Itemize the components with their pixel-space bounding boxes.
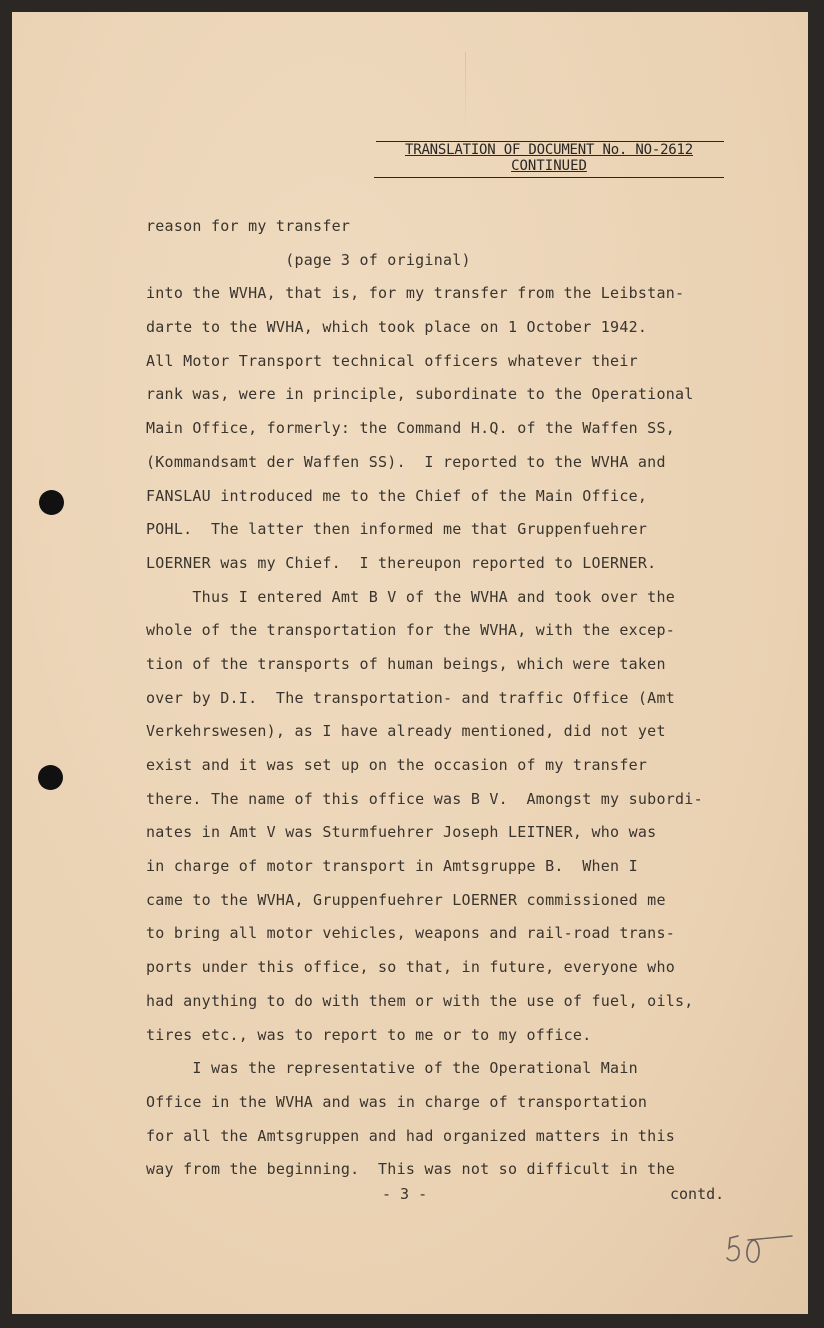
continued-marker: contd. <box>670 1185 725 1203</box>
body-line: darte to the WVHA, which took place on 1 October 1942. <box>146 318 648 337</box>
header-title: TRANSLATION OF DOCUMENT No. NO-2612 <box>404 142 693 158</box>
page-number: - 3 - <box>382 1185 428 1203</box>
handwritten-page-number <box>724 1230 794 1274</box>
punch-hole-top <box>39 490 64 515</box>
body-line: (Kommandsamt der Waffen SS). I reported to the WVHA and <box>146 452 666 471</box>
body-line: FANSLAU introduced me to the Chief of the Main Office, <box>146 486 648 505</box>
body-line: tion of the transports of human beings, which were taken <box>146 654 666 673</box>
body-line: LOERNER was my Chief. I thereupon reported to LOERNER. <box>146 553 657 572</box>
handwritten-mark-svg <box>724 1230 794 1270</box>
body-line: All Motor Transport technical officers whatever their <box>146 351 638 370</box>
document-body <box>146 210 796 1187</box>
header-rule-top <box>376 141 724 142</box>
body-line: ports under this office, so that, in future, everyone who <box>146 958 676 977</box>
body-line: nates in Amt V was Sturmfuehrer Joseph LEITNER, who was <box>146 823 657 842</box>
body-line: reason for my transfer <box>146 217 351 235</box>
body-line: for all the Amtsgruppen and had organized matters in this <box>146 1126 676 1145</box>
document-header <box>374 142 724 174</box>
body-line: into the WVHA, that is, for my transfer from the Leibstan- <box>146 284 685 303</box>
header-rule-bottom <box>374 177 724 178</box>
body-line: exist and it was set up on the occasion of my transfer <box>146 756 648 774</box>
body-line: I was the representative of the Operational Main <box>146 1059 638 1078</box>
body-line: rank was, were in principle, subordinate to the Operational <box>146 385 694 404</box>
body-line: (page 3 of original) <box>146 250 471 269</box>
body-line: POHL. The latter then informed me that Gruppenfuehrer <box>146 520 648 539</box>
body-line: to bring all motor vehicles, weapons and rail-road trans- <box>146 924 676 943</box>
body-line: came to the WVHA, Gruppenfuehrer LOERNER commissioned me <box>146 890 666 909</box>
body-line: Main Office, formerly: the Command H.Q. of the Waffen SS, <box>146 419 676 438</box>
body-line: in charge of motor transport in Amtsgruppe B. When I <box>146 857 638 876</box>
punch-hole-bottom <box>38 765 63 790</box>
header-subtitle: CONTINUED <box>511 158 587 174</box>
body-line: Thus I entered Amt B V of the WVHA and took over the <box>146 587 676 606</box>
body-line: Verkehrswesen), as I have already mentioned, did not yet <box>146 722 666 741</box>
body-line: whole of the transportation for the WVHA, with the excep- <box>146 621 676 640</box>
body-line: tires etc., was to report to me or to my office. <box>146 1025 592 1044</box>
body-line: over by D.I. The transportation- and traffic Office (Amt <box>146 688 676 707</box>
body-line: Office in the WVHA and was in charge of transportation <box>146 1092 648 1111</box>
body-line: way from the beginning. This was not so difficult in the <box>146 1160 676 1179</box>
body-line: had anything to do with them or with the use of fuel, oils, <box>146 991 694 1010</box>
document-page <box>12 12 808 1314</box>
body-line: there. The name of this office was B V. Amongst my subordi- <box>146 789 703 808</box>
paper-crease <box>465 52 466 132</box>
